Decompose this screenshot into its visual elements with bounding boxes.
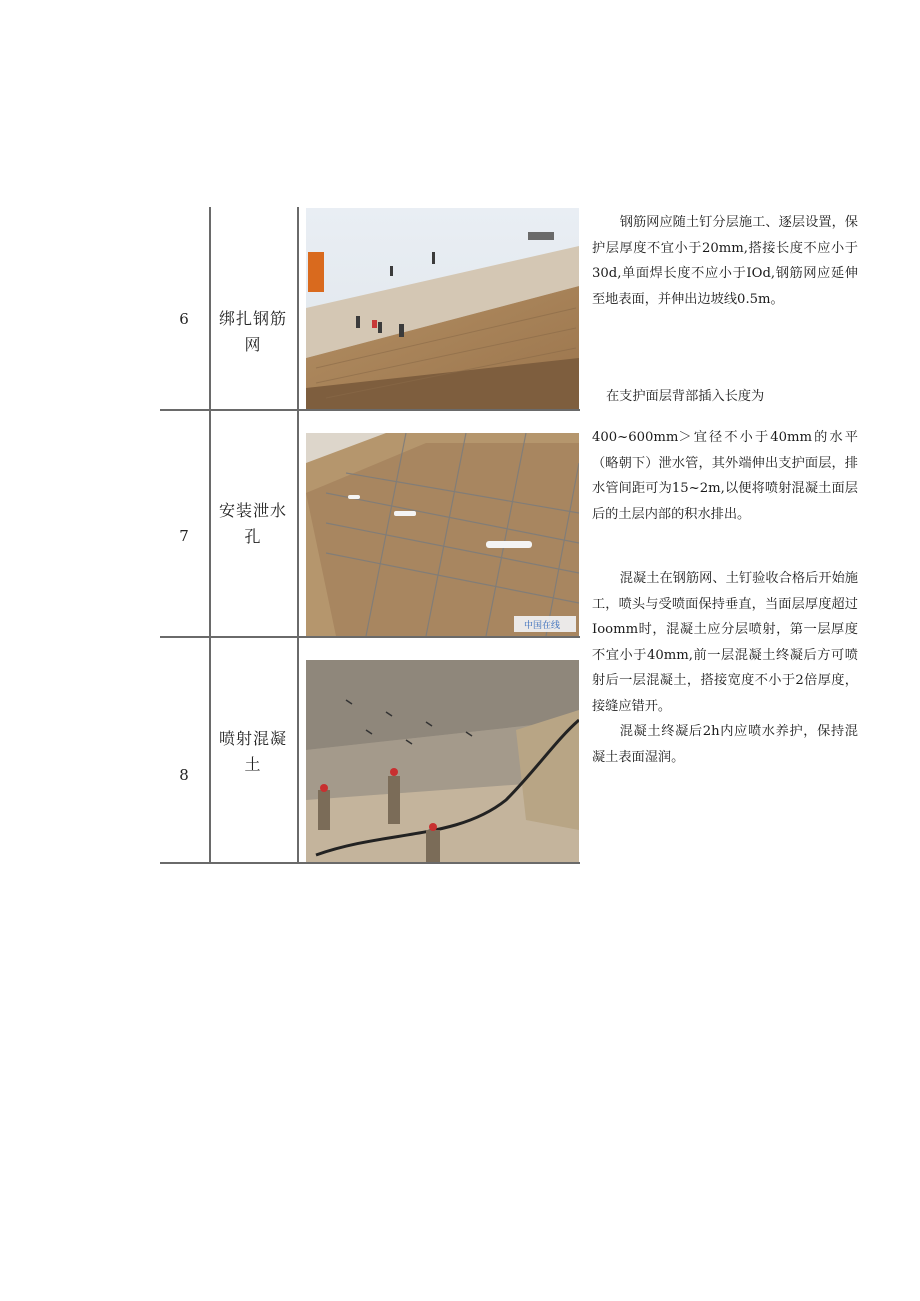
- step-name: 喷射混凝土: [218, 729, 287, 774]
- watermark-text: 中国在线: [524, 621, 561, 631]
- row-number: 8: [179, 766, 189, 784]
- table-divider-step: [297, 207, 299, 863]
- row-divider-6-7: [160, 409, 580, 411]
- table-divider-number: [209, 207, 211, 863]
- slope-rebar-tying-photo: [306, 208, 579, 409]
- step-name: 绑扎钢筋网: [218, 309, 287, 354]
- row-number: 7: [179, 527, 189, 545]
- row-number: 6: [179, 310, 189, 328]
- table-bottom-border: [160, 862, 580, 864]
- step-name: 安装泄水孔: [218, 501, 287, 546]
- description-paragraph: 400~600mm＞宜径不小于40mm的水平（略朝下）泄水管，其外端伸出支护面层，排水管间距可为15~2m,以便将喷射混凝土面层后的土层内部的积水排出。: [592, 430, 858, 522]
- step-description: [592, 566, 858, 770]
- step-description: [592, 425, 858, 527]
- row-divider-7-8: [160, 636, 580, 638]
- drain-pipe-installation-photo: [306, 433, 579, 636]
- description-lead-text: 在支护面层背部插入长度为: [606, 389, 765, 404]
- step-description: [592, 210, 858, 312]
- shotcrete-spraying-photo: [306, 660, 579, 862]
- description-paragraph: 钢筋网应随土钉分层施工、逐层设置，保护层厚度不宜小于20mm,搭接长度不应小于30d,单面焊长度不应小于IOd,钢筋网应延伸至地表面，并伸出边坡线0.5m。: [592, 215, 858, 307]
- description-paragraph: 混凝土终凝后2h内应喷水养护，保持混凝土表面湿润。: [592, 724, 858, 765]
- step-description-lead: [606, 384, 858, 410]
- description-paragraph: 混凝土在钢筋网、土钉验收合格后开始施工，喷头与受喷面保持垂直，当面层厚度超过Ioomm时，混凝土应分层喷射，第一层厚度不宜小于40mm,前一层混凝土终凝后方可喷射后一层混凝土，搭接宽度不小于2倍厚度，接缝应错开。: [592, 571, 858, 714]
